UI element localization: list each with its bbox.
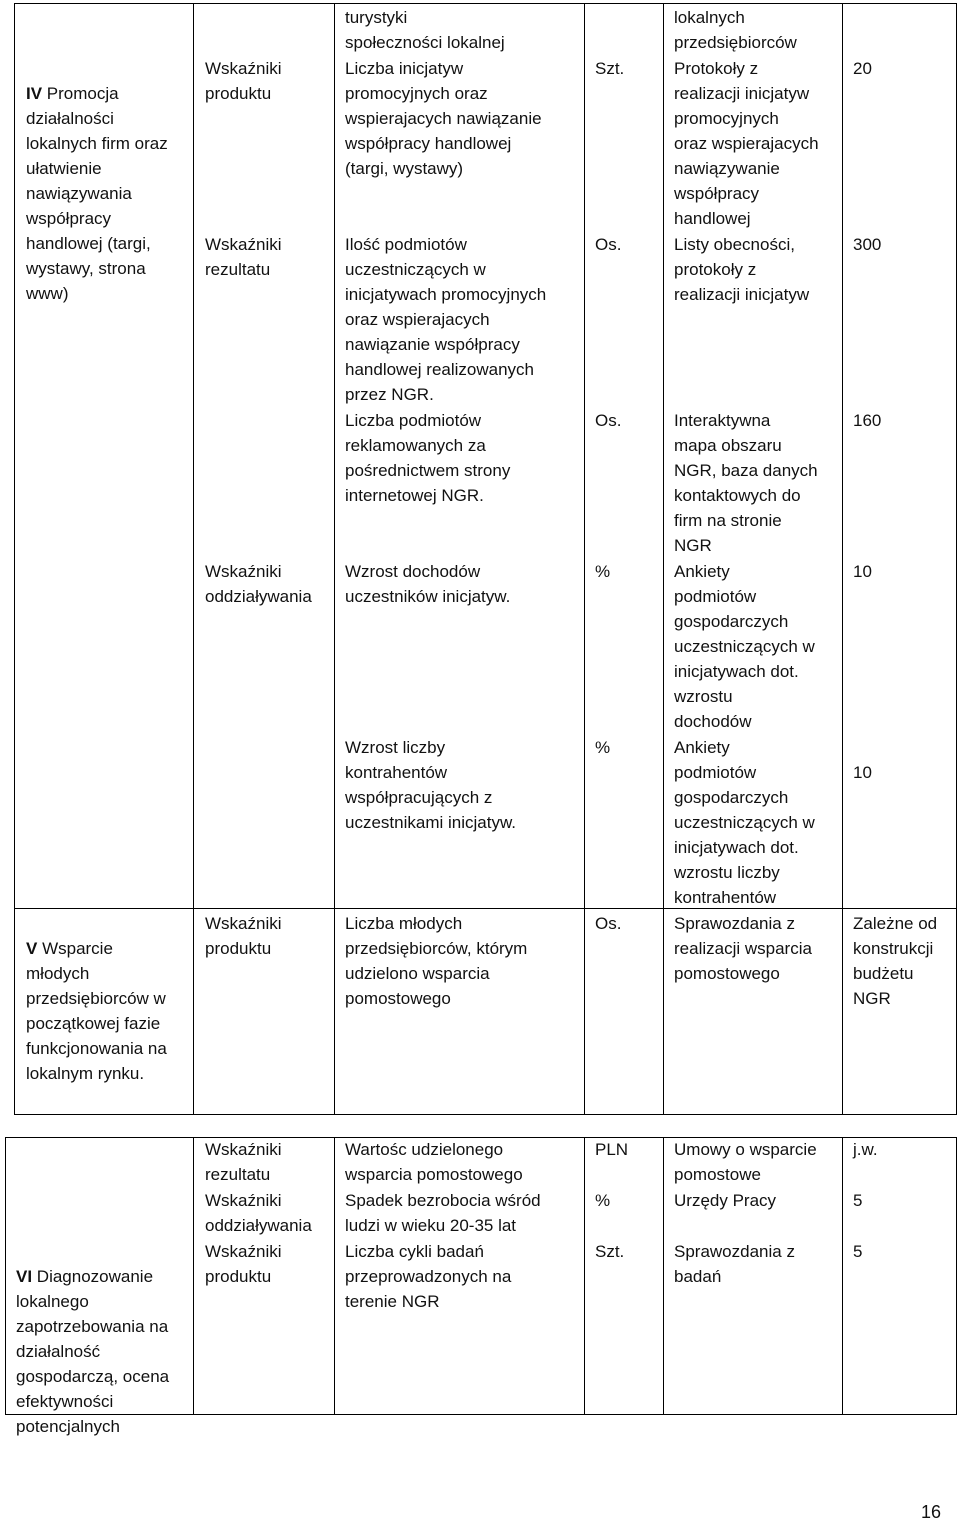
indicator-name: Liczba młodych przedsiębiorców, którym udzielono wsparcia pomostowego xyxy=(345,914,528,1008)
area-cell-iv xyxy=(26,56,178,306)
indicator-type: Wskaźniki rezultatu xyxy=(205,235,282,279)
indicator-type: Wskaźniki oddziaływania xyxy=(205,562,312,606)
area-number: IV xyxy=(26,84,43,103)
indicator-type: Wskaźniki oddziaływania xyxy=(205,1191,312,1235)
indicator-name: Liczba inicjatyw promocyjnych oraz wspierajacych nawiązanie współpracy handlowej (targi, wystawy) xyxy=(345,59,542,178)
target-value: Zależne od konstrukcji budżetu NGR xyxy=(853,914,938,1008)
verification-source: Ankiety podmiotów gospodarczych uczestniczących w inicjatywach dot. wzrostu liczby kontrahentów xyxy=(674,738,815,907)
page-number: 16 xyxy=(921,1502,942,1522)
verification-source: Protokoły z realizacji inicjatyw promocyjnych oraz wspierajacych nawiązywanie współpracy handlowej xyxy=(674,59,819,228)
area-description: Wsparcie młodych przedsiębiorców w początkowej fazie funkcjonowania na lokalnym rynku. xyxy=(26,939,167,1083)
unit: Os. xyxy=(595,914,622,933)
area-description: Diagnozowanie lokalnego zapotrzebowania na działalność gospodarczą, ocena efektywności potencjalnych xyxy=(16,1267,170,1436)
target-value: 10 xyxy=(853,562,872,581)
indicator-type: Wskaźniki produktu xyxy=(205,1242,282,1286)
area-number: V xyxy=(26,939,38,958)
indicator-type: Wskaźniki produktu xyxy=(205,914,282,958)
indicator-name: turystyki społeczności lokalnej xyxy=(345,8,505,52)
indicator-type: Wskaźniki produktu xyxy=(205,59,282,103)
indicator-name: Spadek bezrobocia wśród ludzi w wieku 20-35 lat xyxy=(345,1191,541,1235)
indicator-type: Wskaźniki rezultatu xyxy=(205,1140,282,1184)
target-value: 20 xyxy=(853,59,872,78)
area-description: Promocja działalności lokalnych firm oraz ułatwienie nawiązywania współpracy handlowej (targi, wystawy, strona www) xyxy=(26,84,168,303)
target-value: 5 xyxy=(853,1242,863,1261)
verification-source: Interaktywna mapa obszaru NGR, baza danych kontaktowych do firm na stronie NGR xyxy=(674,411,818,555)
target-value: 10 xyxy=(853,763,872,782)
indicator-name: Wzrost liczby kontrahentów współpracujących z uczestnikami inicjatyw. xyxy=(345,738,517,832)
indicator-name: Liczba podmiotów reklamowanych za pośrednictwem strony internetowej NGR. xyxy=(345,411,511,505)
indicator-name: Wzrost dochodów uczestników inicjatyw. xyxy=(345,562,511,606)
unit: Os. xyxy=(595,235,622,254)
verification-source: Umowy o wsparcie pomostowe xyxy=(674,1140,817,1184)
unit: % xyxy=(595,562,611,581)
verification-source: Listy obecności, protokoły z realizacji inicjatyw xyxy=(674,235,810,304)
area-cell-v xyxy=(26,911,178,1086)
unit: Os. xyxy=(595,411,622,430)
area-number: VI xyxy=(16,1267,33,1286)
target-value: 160 xyxy=(853,411,882,430)
indicator-name: Liczba cykli badań przeprowadzonych na terenie NGR xyxy=(345,1242,512,1311)
verification-source: lokalnych przedsiębiorców xyxy=(674,8,797,52)
indicator-name: Ilość podmiotów uczestniczących w inicjatywach promocyjnych oraz wspierajacych nawiązanie współpracy handlowej realizowanych przez NGR. xyxy=(345,235,547,404)
unit: % xyxy=(595,738,611,757)
target-value: j.w. xyxy=(853,1140,878,1159)
indicator-name: Wartośc udzielonego wsparcia pomostowego xyxy=(345,1140,523,1184)
verification-source: Ankiety podmiotów gospodarczych uczestniczących w inicjatywach dot. wzrostu dochodów xyxy=(674,562,815,731)
unit: Szt. xyxy=(595,1242,625,1261)
target-value: 5 xyxy=(853,1191,863,1210)
unit: Szt. xyxy=(595,59,625,78)
unit: % xyxy=(595,1191,611,1210)
area-cell-vi xyxy=(16,1239,188,1439)
unit: PLN xyxy=(595,1140,629,1159)
verification-source: Sprawozdania z badań xyxy=(674,1242,795,1286)
verification-source: Sprawozdania z realizacji wsparcia pomostowego xyxy=(674,914,812,983)
verification-source: Urzędy Pracy xyxy=(674,1191,777,1210)
target-value: 300 xyxy=(853,235,882,254)
